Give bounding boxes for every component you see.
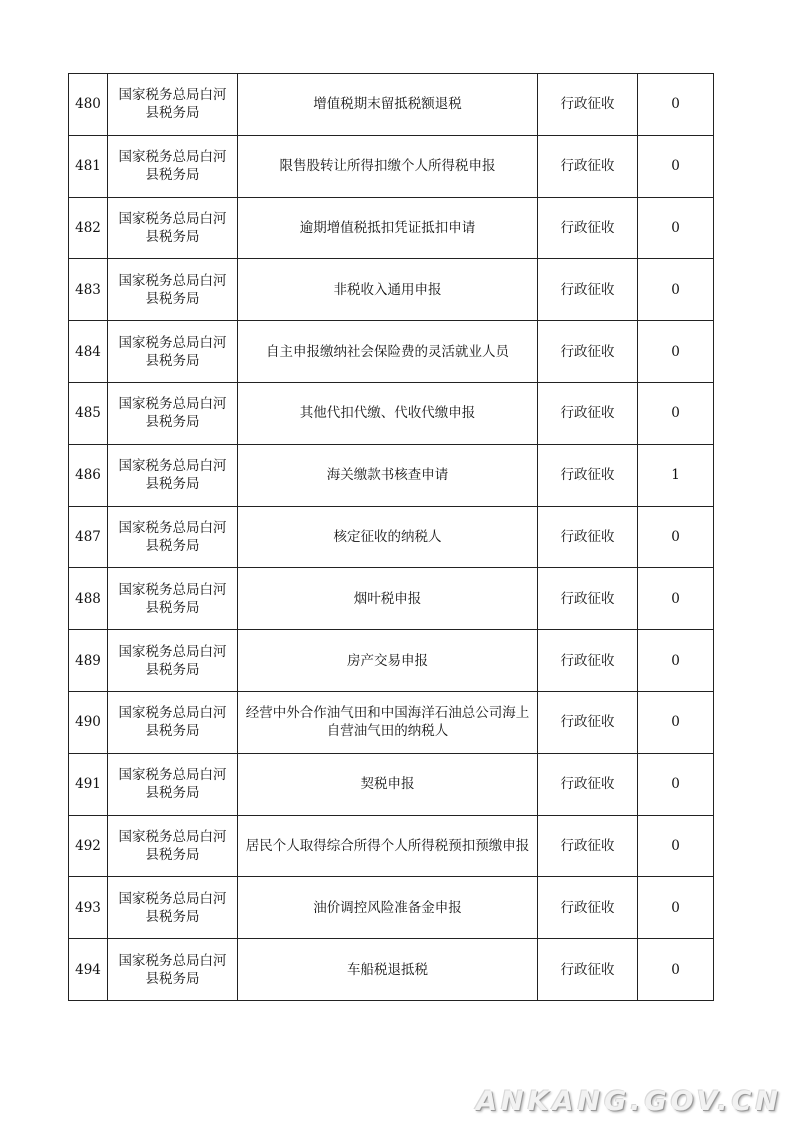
item-name-cell: 其他代扣代缴、代收代缴申报 <box>238 382 538 444</box>
table-row <box>69 753 714 815</box>
row-index-cell: 493 <box>69 877 108 939</box>
count-cell: 0 <box>638 382 714 444</box>
row-index-cell: 490 <box>69 691 108 753</box>
item-name-cell: 增值税期末留抵税额退税 <box>238 74 538 136</box>
item-name-cell: 油价调控风险准备金申报 <box>238 877 538 939</box>
count-cell: 0 <box>638 74 714 136</box>
table-row <box>69 321 714 383</box>
table-row <box>69 74 714 136</box>
count-cell: 1 <box>638 444 714 506</box>
table-row <box>69 259 714 321</box>
count-cell: 0 <box>638 259 714 321</box>
table-row <box>69 382 714 444</box>
item-name-cell: 海关缴款书核查申请 <box>238 444 538 506</box>
item-name-cell: 房产交易申报 <box>238 630 538 692</box>
item-name-cell: 经营中外合作油气田和中国海洋石油总公司海上自营油气田的纳税人 <box>238 691 538 753</box>
record-table <box>68 73 714 1001</box>
agency-cell: 国家税务总局白河县税务局 <box>108 321 238 383</box>
row-index-cell: 480 <box>69 74 108 136</box>
item-name-cell: 限售股转让所得扣缴个人所得税申报 <box>238 135 538 197</box>
row-index-cell: 494 <box>69 939 108 1001</box>
table-row <box>69 877 714 939</box>
agency-cell: 国家税务总局白河县税务局 <box>108 939 238 1001</box>
table-row <box>69 135 714 197</box>
count-cell: 0 <box>638 568 714 630</box>
table-row <box>69 506 714 568</box>
row-index-cell: 486 <box>69 444 108 506</box>
item-name-cell: 车船税退抵税 <box>238 939 538 1001</box>
count-cell: 0 <box>638 321 714 383</box>
item-name-cell: 居民个人取得综合所得个人所得税预扣预缴申报 <box>238 815 538 877</box>
item-name-cell: 自主申报缴纳社会保险费的灵活就业人员 <box>238 321 538 383</box>
table-row <box>69 444 714 506</box>
row-index-cell: 488 <box>69 568 108 630</box>
count-cell: 0 <box>638 691 714 753</box>
row-index-cell: 482 <box>69 197 108 259</box>
count-cell: 0 <box>638 197 714 259</box>
agency-cell: 国家税务总局白河县税务局 <box>108 630 238 692</box>
item-name-cell: 逾期增值税抵扣凭证抵扣申请 <box>238 197 538 259</box>
category-cell: 行政征收 <box>538 815 638 877</box>
agency-cell: 国家税务总局白河县税务局 <box>108 197 238 259</box>
category-cell: 行政征收 <box>538 753 638 815</box>
row-index-cell: 492 <box>69 815 108 877</box>
row-index-cell: 484 <box>69 321 108 383</box>
item-name-cell: 核定征收的纳税人 <box>238 506 538 568</box>
agency-cell: 国家税务总局白河县税务局 <box>108 753 238 815</box>
table-body <box>69 74 714 1001</box>
agency-cell: 国家税务总局白河县税务局 <box>108 74 238 136</box>
agency-cell: 国家税务总局白河县税务局 <box>108 691 238 753</box>
category-cell: 行政征收 <box>538 197 638 259</box>
table-row <box>69 197 714 259</box>
table-row <box>69 568 714 630</box>
row-index-cell: 489 <box>69 630 108 692</box>
category-cell: 行政征收 <box>538 691 638 753</box>
category-cell: 行政征收 <box>538 74 638 136</box>
count-cell: 0 <box>638 506 714 568</box>
count-cell: 0 <box>638 630 714 692</box>
category-cell: 行政征收 <box>538 939 638 1001</box>
agency-cell: 国家税务总局白河县税务局 <box>108 877 238 939</box>
category-cell: 行政征收 <box>538 506 638 568</box>
agency-cell: 国家税务总局白河县税务局 <box>108 444 238 506</box>
category-cell: 行政征收 <box>538 630 638 692</box>
count-cell: 0 <box>638 815 714 877</box>
table-row <box>69 815 714 877</box>
count-cell: 0 <box>638 753 714 815</box>
item-name-cell: 契税申报 <box>238 753 538 815</box>
site-watermark: ANKANG.GOV.CN <box>476 1086 782 1117</box>
agency-cell: 国家税务总局白河县税务局 <box>108 506 238 568</box>
category-cell: 行政征收 <box>538 877 638 939</box>
category-cell: 行政征收 <box>538 321 638 383</box>
table-row <box>69 691 714 753</box>
count-cell: 0 <box>638 939 714 1001</box>
row-index-cell: 483 <box>69 259 108 321</box>
count-cell: 0 <box>638 135 714 197</box>
category-cell: 行政征收 <box>538 568 638 630</box>
agency-cell: 国家税务总局白河县税务局 <box>108 568 238 630</box>
category-cell: 行政征收 <box>538 259 638 321</box>
category-cell: 行政征收 <box>538 135 638 197</box>
row-index-cell: 491 <box>69 753 108 815</box>
row-index-cell: 481 <box>69 135 108 197</box>
category-cell: 行政征收 <box>538 382 638 444</box>
agency-cell: 国家税务总局白河县税务局 <box>108 259 238 321</box>
table-row <box>69 939 714 1001</box>
row-index-cell: 487 <box>69 506 108 568</box>
row-index-cell: 485 <box>69 382 108 444</box>
table-row <box>69 630 714 692</box>
count-cell: 0 <box>638 877 714 939</box>
category-cell: 行政征收 <box>538 444 638 506</box>
item-name-cell: 非税收入通用申报 <box>238 259 538 321</box>
agency-cell: 国家税务总局白河县税务局 <box>108 815 238 877</box>
item-name-cell: 烟叶税申报 <box>238 568 538 630</box>
agency-cell: 国家税务总局白河县税务局 <box>108 382 238 444</box>
agency-cell: 国家税务总局白河县税务局 <box>108 135 238 197</box>
